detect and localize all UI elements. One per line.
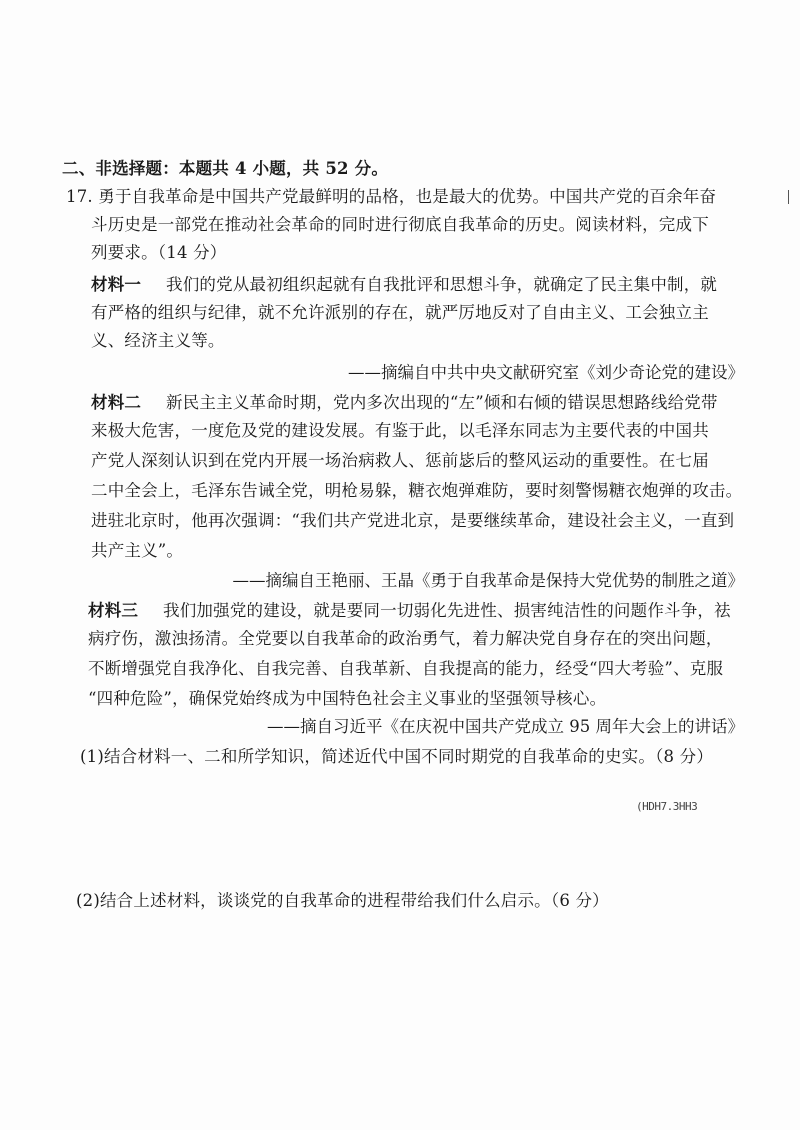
material-2-line-6: 共产主义”。 [91,541,184,560]
material-1-text: 我们的党从最初组织起就有自我批评和思想斗争，就确定了民主集中制，就 [166,275,718,294]
question-17-stem-line-1: 17. 勇于自我革命是中国共产党最鲜明的品格，也是最大的优势。中国共产党的百余年奋 [66,187,717,206]
corner-scribble: (HDH7.3HH3 [636,800,698,813]
material-3-line-1 [88,600,731,622]
material-2-line-2: 来极大危害，一度危及党的建设发展。有鉴于此，以毛泽东同志为主要代表的中国共 [91,421,709,440]
material-2-source: ——摘编自王艳丽、王晶《勇于自我革命是保持大党优势的制胜之道》 [232,571,744,590]
sub-question-1: (1)结合材料一、二和所学知识，简述近代中国不同时期党的自我革命的史实。（8 分） [80,747,714,766]
material-1-line-3: 义、经济主义等。 [91,331,225,350]
material-1-label: 材料一 [91,275,142,294]
material-2-text: 新民主主义革命时期，党内多次出现的“左”倾和右倾的错误思想路线给党带 [166,393,718,412]
material-2-line-3: 产党人深刻认识到在党内开展一场治病救人、惩前毖后的整风运动的重要性。在七届 [91,451,709,470]
material-1-line-1 [91,274,717,296]
material-2-label: 材料二 [91,393,142,412]
material-1-line-2: 有严格的组织与纪律，就不允许派别的存在，就严厉地反对了自由主义、工会独立主 [91,303,709,322]
edge-mark [788,190,789,204]
material-3-label: 材料三 [88,601,139,620]
material-3-line-4: “四种危险”，确保党始终成为中国特色社会主义事业的坚强领导核心。 [88,689,607,708]
question-17-stem-line-2: 斗历史是一部党在推动社会革命的同时进行彻底自我革命的历史。阅读材料，完成下 [91,215,709,234]
material-2-line-5: 进驻北京时，他再次强调：“我们共产党进北京，是要继续革命，建设社会主义，一直到 [91,511,735,530]
material-2-line-4: 二中全会上，毛泽东告诫全党，明枪易躲，糖衣炮弹难防，要时刻警惕糖衣炮弹的攻击。 [91,481,743,500]
material-3-line-3: 不断增强党自我净化、自我完善、自我革新、自我提高的能力，经受“四大考验”、克服 [88,659,724,678]
sub-question-2: (2)结合上述材料，谈谈党的自我革命的进程带给我们什么启示。（6 分） [76,891,609,910]
section-header: 二、非选择题：本题共 4 小题，共 52 分。 [62,159,389,178]
material-3-line-2: 病疗伤，激浊扬清。全党要以自我革命的政治勇气，着力解决党自身存在的突出问题， [88,629,723,648]
material-2-line-1 [91,392,718,414]
material-1-source: ——摘编自中共中央文献研究室《刘少奇论党的建设》 [348,363,744,382]
material-3-source: ——摘自习近平《在庆祝中国共产党成立 95 周年大会上的讲话》 [267,717,744,736]
question-17-stem-line-3: 列要求。（14 分） [91,243,227,262]
material-3-text: 我们加强党的建设，就是要同一切弱化先进性、损害纯洁性的问题作斗争，祛 [163,601,731,620]
